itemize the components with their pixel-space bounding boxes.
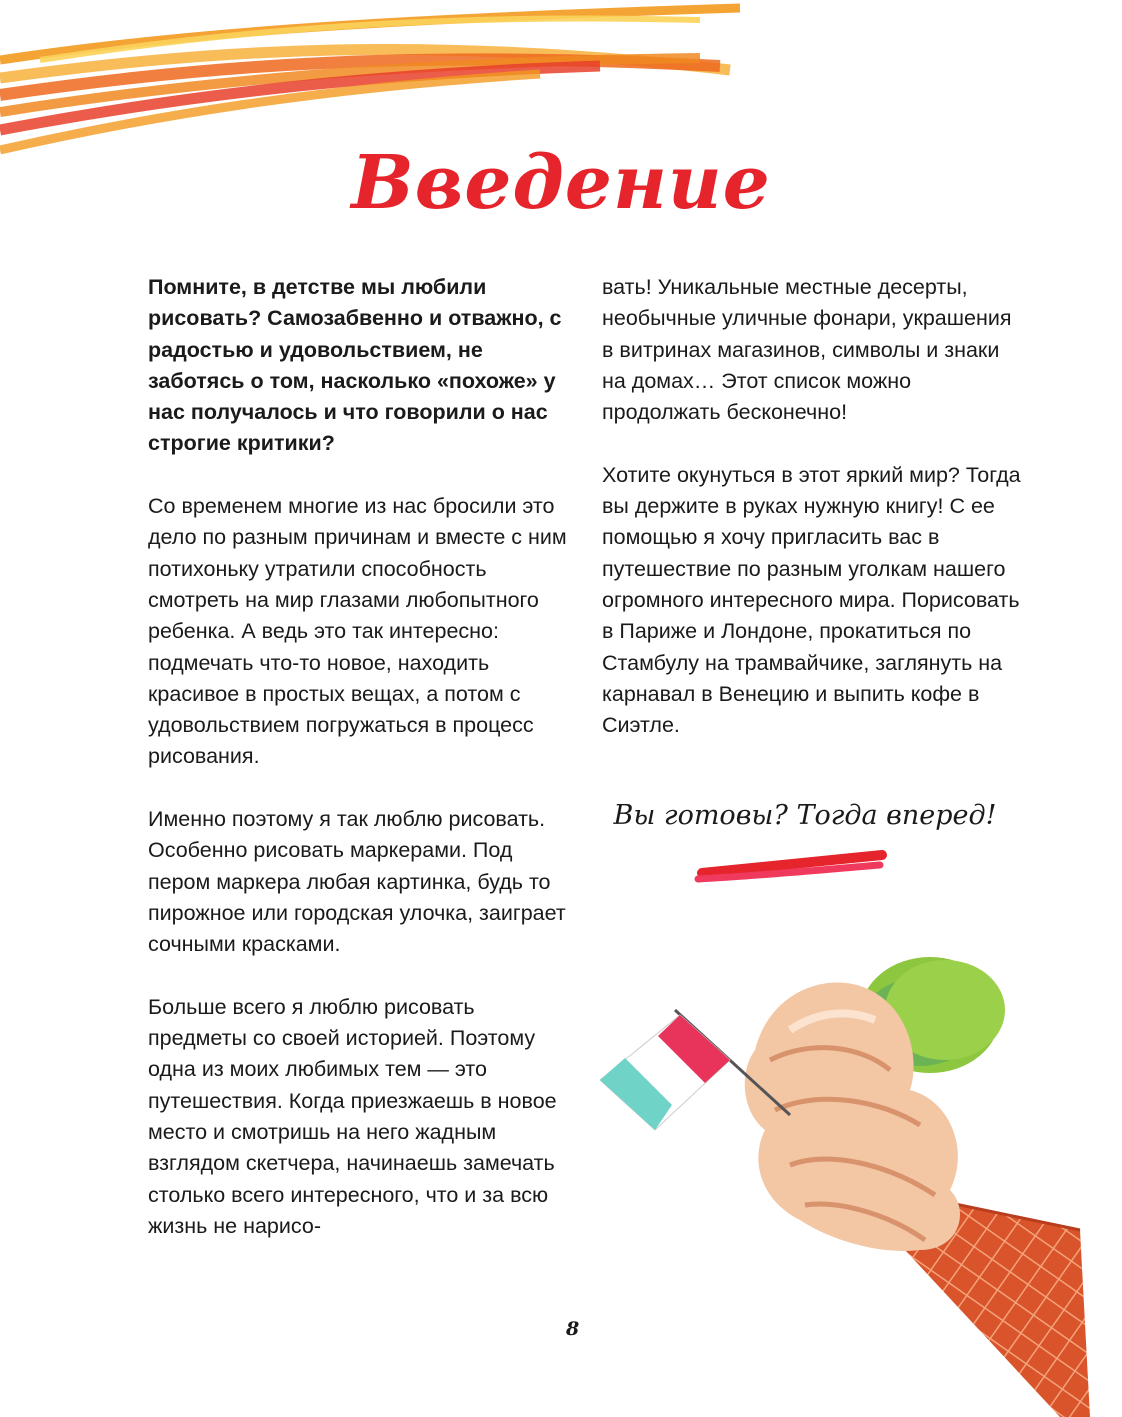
left-text-column xyxy=(148,272,568,1274)
paragraph: Именно поэтому я так люблю рисовать. Особенно рисовать маркерами. Под пером маркера любая картинка, будь то пирожное или городская улочка, заиграет сочными красками. xyxy=(148,807,566,957)
page-number: 8 xyxy=(566,1318,580,1340)
ice-cream-illustration xyxy=(590,950,1122,1417)
paragraph: Хотите окунуться в этот яркий мир? Тогда вы держите в руках нужную книгу! С ее помощью я хочу пригласить вас в путешествие по разным уголкам нашего огромного интересного мира. Порисовать в Париже и Лондоне, прокатиться по Стамбулу на трамвайчике, заглянуть на карнавал в Венецию и выпить кофе в Сиэтле. xyxy=(602,462,1021,738)
red-marker-underline xyxy=(690,845,890,890)
paragraph: вать! Уникальные местные десерты, необычные уличные фонари, украшения в витринах магазинов, символы и знаки на домах… Этот список можно продолжать бесконечно! xyxy=(602,275,1012,425)
lead-paragraph: Помните, в детстве мы любили рисовать? Самозабвенно и отважно, с радостью и удовольствием, не заботясь о том, насколько «похоже» у нас получалось и что говорили о нас строгие критики? xyxy=(148,275,562,456)
right-text-column xyxy=(602,272,1022,773)
paragraph: Со временем многие из нас бросили это дело по разным причинам и вместе с ним потихоньку утратили способность смотреть на мир глазами любопытного ребенка. А ведь это так интересно: подмечать что-то новое, находить красивое в простых вещах, а потом с удовольствием погружаться в процесс рисования. xyxy=(148,494,567,769)
page-title: Введение xyxy=(351,140,771,226)
call-to-action-text: Вы готовы? Тогда вперед! xyxy=(613,800,997,831)
paragraph: Больше всего я люблю рисовать предметы со своей историей. Поэтому одна из моих любимых тем — это путешествия. Когда приезжаешь в новое место и смотришь на него жадным взглядом скетчера, начинаешь замечать столько всего интересного, что и за всю жизнь не нарисо- xyxy=(148,994,557,1238)
